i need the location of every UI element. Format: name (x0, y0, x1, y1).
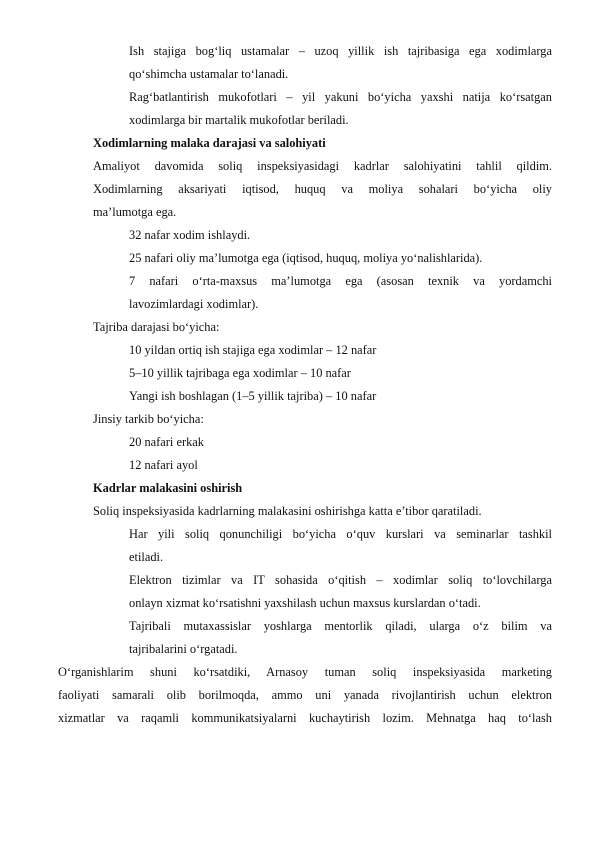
list-item: Elektron tizimlar va IT sohasida o‘qitish – xodimlar soliq to‘lovchilarga (129, 573, 552, 587)
text-line: Ish stajiga bog‘liq ustamalar – uzoq yillik ish tajribasiga ega xodimlarga (129, 44, 552, 58)
text-line: Soliq inspeksiyasida kadrlarning malakasini oshirishga katta e’tibor qaratiladi. (93, 504, 482, 518)
section-heading: Kadrlar malakasini oshirish (93, 481, 243, 495)
text-line: O‘rganishlarim shuni ko‘rsatdiki, Arnasoy tuman soliq inspeksiyasida marketing (58, 665, 552, 679)
text-line: xodimlarga bir martalik mukofotlar beriladi. (129, 113, 349, 127)
list-item: Yangi ish boshlagan (1–5 yillik tajriba) – 10 nafar (129, 389, 377, 403)
section-heading: Xodimlarning malaka darajasi va salohiyati (93, 136, 326, 150)
text-line: Xodimlarning aksariyati iqtisod, huquq va moliya sohalari bo‘yicha oliy (93, 182, 552, 196)
text-line: qo‘shimcha ustamalar to‘lanadi. (129, 67, 289, 81)
list-item: 7 nafari o‘rta-maxsus ma’lumotga ega (asosan texnik va yordamchi (129, 274, 552, 288)
list-item: 20 nafari erkak (129, 435, 204, 449)
list-item: 32 nafar xodim ishlaydi. (129, 228, 251, 242)
text-line: ma’lumotga ega. (93, 205, 177, 219)
list-item: 12 nafari ayol (129, 458, 198, 472)
text-line: Jinsiy tarkib bo‘yicha: (93, 412, 204, 426)
list-item: 10 yildan ortiq ish stajiga ega xodimlar – 12 nafar (129, 343, 377, 357)
text-line: Tajriba darajasi bo‘yicha: (93, 320, 220, 334)
text-line: etiladi. (129, 550, 164, 564)
text-line: lavozimlardagi xodimlar). (129, 297, 259, 311)
text-line: Rag‘batlantirish mukofotlari – yil yakuni bo‘yicha yaxshi natija ko‘rsatgan (129, 90, 552, 104)
list-item: Tajribali mutaxassislar yoshlarga mentorlik qiladi, ularga o‘z bilim va (129, 619, 552, 633)
text-line: onlayn xizmat ko‘rsatishni yaxshilash uchun maxsus kurslardan o‘tadi. (129, 596, 481, 610)
text-line: Amaliyot davomida soliq inspeksiyasidagi kadrlar salohiyatini tahlil qildim. (93, 159, 552, 173)
text-line: xizmatlar va raqamli kommunikatsiyalarni kuchaytirish lozim. Mehnatga haq to‘lash (58, 711, 552, 725)
list-item: Har yili soliq qonunchiligi bo‘yicha o‘quv kurslari va seminarlar tashkil (129, 527, 552, 541)
text-line: tajribalarini o‘rgatadi. (129, 642, 238, 656)
list-item: 25 nafari oliy ma’lumotga ega (iqtisod, huquq, moliya yo‘nalishlarida). (129, 251, 483, 265)
list-item: 5–10 yillik tajribaga ega xodimlar – 10 nafar (129, 366, 351, 380)
text-line: faoliyati samarali olib borilmoqda, ammo uni yanada rivojlantirish uchun elektron (58, 688, 552, 702)
